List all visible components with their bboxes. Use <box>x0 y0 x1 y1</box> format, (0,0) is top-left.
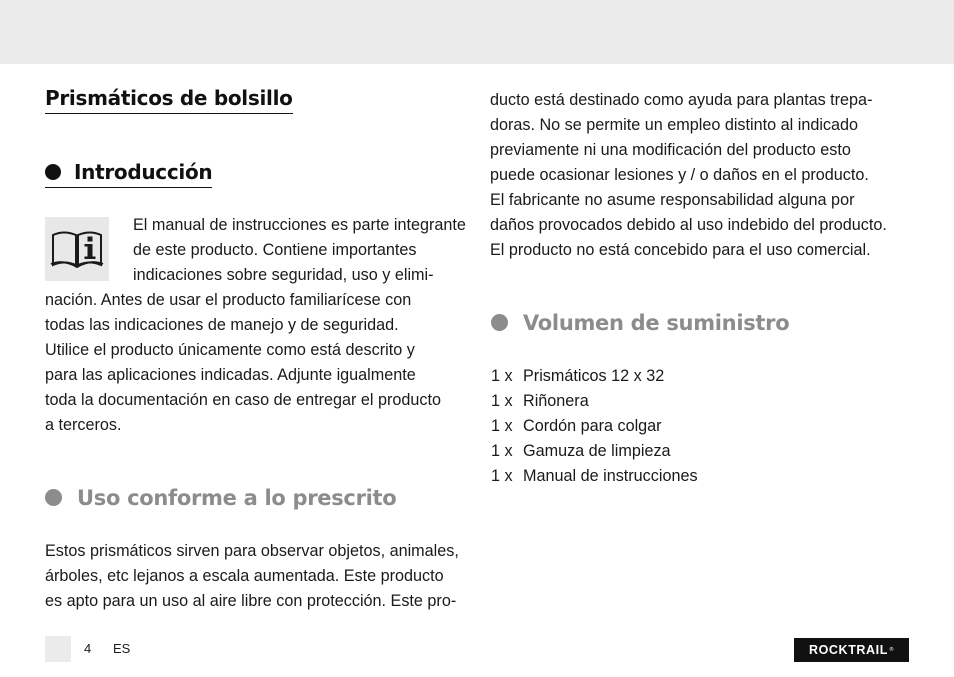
item-name: Manual de instrucciones <box>523 467 698 485</box>
bullet-icon <box>45 164 61 180</box>
list-item <box>491 389 698 414</box>
text-line: Estos prismáticos sirven para observar objetos, animales, <box>45 542 459 560</box>
text-line: nación. Antes de usar el producto familiarícese con <box>45 291 412 309</box>
text-line: árboles, etc lejanos a escala aumentada. Este producto <box>45 567 444 585</box>
page-marker <box>45 636 71 662</box>
text-line: previamente ni una modificación del producto esto <box>490 141 851 159</box>
item-name: Cordón para colgar <box>523 417 662 435</box>
text-line: ducto está destinado como ayuda para plantas trepa- <box>490 91 873 109</box>
intro-text-beside-icon <box>133 213 468 288</box>
text-line: toda la documentación en caso de entregar el producto <box>45 391 441 409</box>
top-bar <box>0 0 954 64</box>
text-line: Utilice el producto únicamente como está descrito y <box>45 341 415 359</box>
intended-use-text-continued <box>490 88 920 263</box>
text-line: doras. No se permite un empleo distinto al indicado <box>490 116 859 134</box>
item-name: Riñonera <box>523 392 589 410</box>
bullet-icon <box>491 314 508 331</box>
text-line: es apto para un uso al aire libre con protección. Este pro- <box>45 592 457 610</box>
list-item <box>491 439 698 464</box>
list-item <box>491 414 698 439</box>
intro-text <box>45 288 470 438</box>
list-item <box>491 464 698 489</box>
item-name: Prismáticos 12 x 32 <box>523 367 665 385</box>
registered-mark: ® <box>889 647 894 653</box>
text-line: indicaciones sobre seguridad, uso y elimi- <box>133 266 434 284</box>
page-language: ES <box>113 641 131 656</box>
page-number: 4 <box>84 641 92 656</box>
text-line: daños provocados debido al uso indebido del producto. <box>490 216 887 234</box>
item-quantity: 1 x <box>491 367 513 385</box>
item-quantity: 1 x <box>491 467 513 485</box>
heading-text: Volumen de suministro <box>523 311 790 335</box>
section-heading-supply <box>491 308 789 338</box>
list-item <box>491 364 698 389</box>
supply-list <box>491 364 698 489</box>
text-line: El producto no está concebido para el uso comercial. <box>490 241 871 259</box>
text-line: El fabricante no asume responsabilidad alguna por <box>490 191 855 209</box>
item-quantity: 1 x <box>491 442 513 460</box>
text-line: de este producto. Contiene importantes <box>133 241 417 259</box>
info-book-icon <box>45 217 109 281</box>
section-heading-introduction <box>45 157 212 188</box>
item-quantity: 1 x <box>491 417 513 435</box>
section-heading-intended-use <box>45 483 396 513</box>
text-line: a terceros. <box>45 416 122 434</box>
heading-text: Introducción <box>74 160 213 184</box>
text-line: todas las indicaciones de manejo y de seguridad. <box>45 316 399 334</box>
text-line: para las aplicaciones indicadas. Adjunte igualmente <box>45 366 416 384</box>
text-line: puede ocasionar lesiones y / o daños en el producto. <box>490 166 869 184</box>
bullet-icon <box>45 489 62 506</box>
brand-logo <box>794 638 909 662</box>
brand-name: ROCKTRAIL <box>808 643 888 657</box>
heading-text: Uso conforme a lo prescrito <box>77 486 397 510</box>
intended-use-text <box>45 539 470 614</box>
item-name: Gamuza de limpieza <box>523 442 671 460</box>
document-title: Prismáticos de bolsillo <box>45 84 293 114</box>
item-quantity: 1 x <box>491 392 513 410</box>
text-line: El manual de instrucciones es parte integrante <box>133 216 466 234</box>
